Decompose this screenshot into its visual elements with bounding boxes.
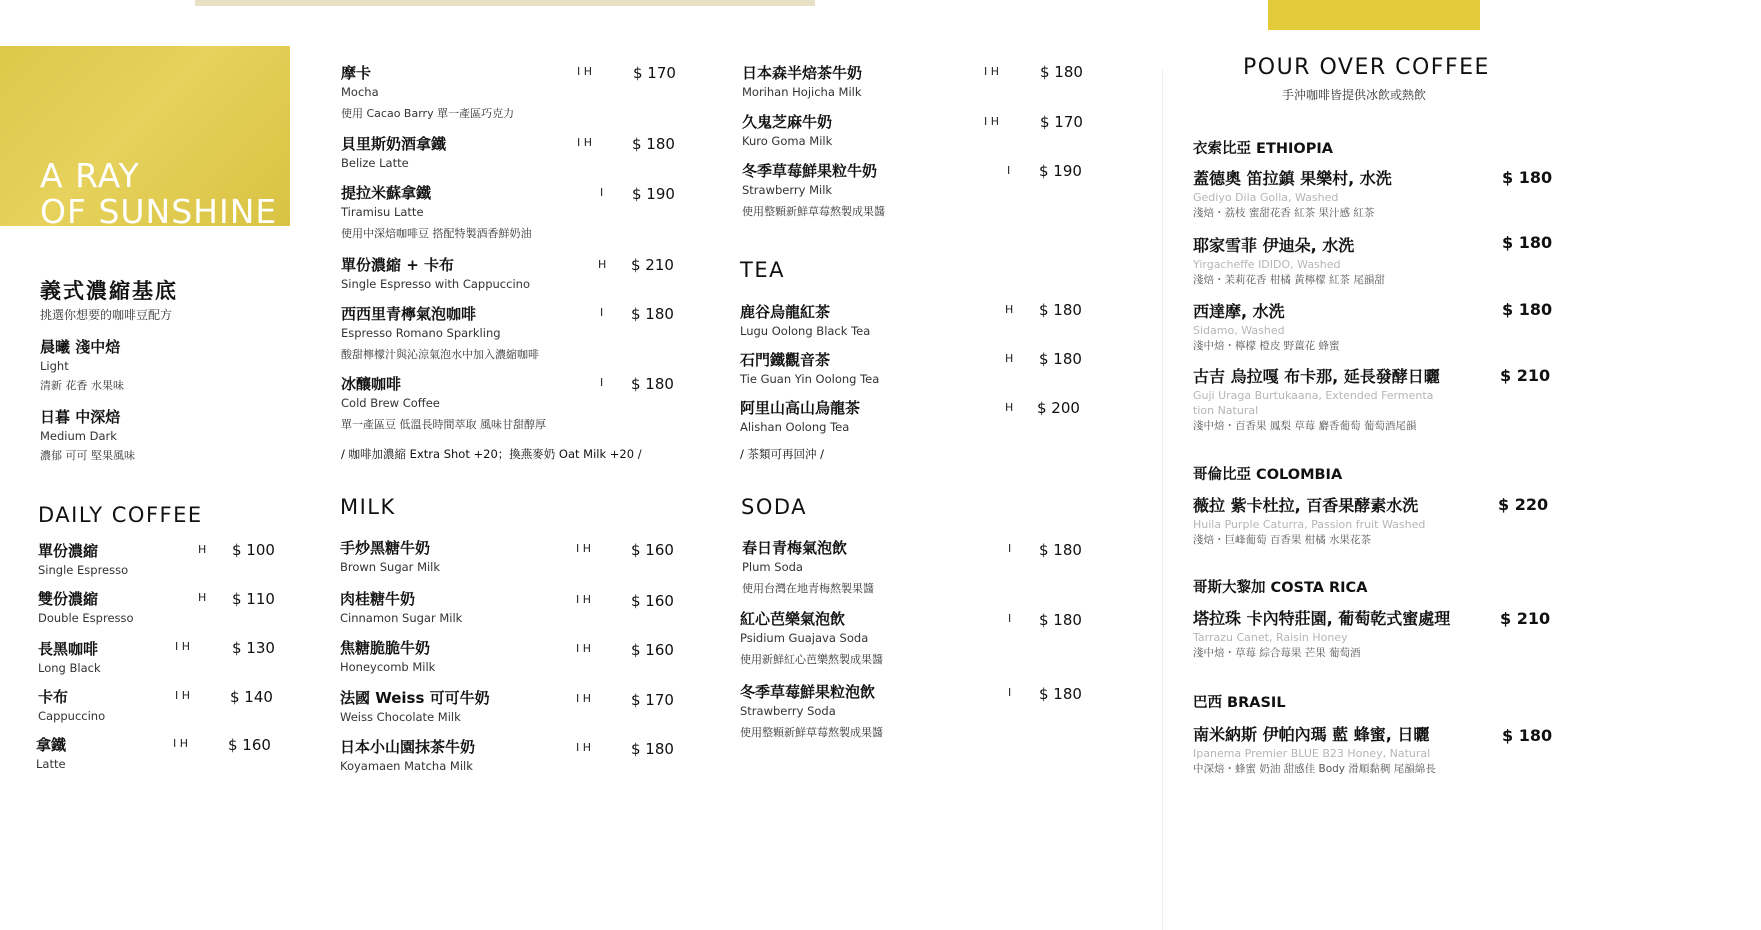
menu-item	[740, 682, 883, 742]
origin-heading: 衣索比亞 ETHIOPIA	[1193, 141, 1333, 157]
item-note: 清新 花香 水果味	[40, 379, 124, 392]
item-price: $ 180	[631, 740, 674, 758]
item-name: 西西里青檸氣泡咖啡	[341, 305, 477, 323]
menu-item	[341, 183, 532, 243]
item-price: $ 160	[631, 592, 674, 610]
item-english-name: Espresso Romano Sparkling	[341, 326, 501, 340]
menu-item	[740, 350, 879, 388]
bean-english-name: Huila Purple Caturra, Passion fruit Washed	[1193, 518, 1426, 531]
temp-options: H	[1005, 401, 1014, 414]
item-english-name: Single Espresso	[38, 563, 129, 577]
temp-options: I H	[175, 640, 191, 653]
item-name: 提拉米蘇拿鐵	[341, 184, 432, 202]
temp-options: I	[1008, 612, 1012, 625]
daily-coffee-title: DAILY COFFEE	[38, 503, 203, 527]
item-name: 日本森半焙茶牛奶	[742, 64, 863, 82]
item-english-name: Double Espresso	[38, 611, 134, 625]
origin-heading: 巴西 BRASIL	[1193, 695, 1286, 711]
temp-options: H	[1005, 352, 1014, 365]
item-price: $ 160	[631, 541, 674, 559]
item-name: 冬季草莓鮮果粒牛奶	[742, 162, 878, 180]
item-price: $ 130	[232, 639, 275, 657]
item-english-name: Single Espresso with Cappuccino	[341, 277, 530, 291]
item-english-name: Plum Soda	[742, 560, 803, 574]
bean-item	[1193, 366, 1440, 434]
bean-item	[1193, 235, 1385, 288]
menu-item	[742, 112, 832, 150]
bean-english-name-cont: tion Natural	[1193, 404, 1259, 417]
menu-item	[340, 737, 475, 775]
bean-tasting-notes: 中深焙・蜂蜜 奶油 甜感佳 Body 滑順黏稠 尾韻綿長	[1193, 763, 1436, 775]
item-price: $ 140	[230, 688, 273, 706]
origin-heading: 哥斯大黎加 COSTA RICA	[1193, 580, 1368, 596]
menu-item	[341, 63, 514, 123]
bean-tasting-notes: 淺中焙・草莓 綜合莓果 芒果 葡萄酒	[1193, 647, 1361, 659]
item-english-name: Cinnamon Sugar Milk	[340, 611, 463, 625]
temp-options: I H	[576, 642, 592, 655]
bean-item	[1193, 608, 1450, 661]
item-english-name: Alishan Oolong Tea	[740, 420, 850, 434]
bean-price: $ 180	[1502, 233, 1553, 252]
bean-price: $ 220	[1498, 495, 1549, 514]
menu-item	[740, 398, 860, 436]
item-note: 使用中深焙咖啡豆 搭配特製酒香鮮奶油	[341, 227, 532, 240]
item-price: $ 180	[632, 135, 675, 153]
item-english-name: Tiramisu Latte	[341, 205, 424, 219]
gold-foil-tab	[1268, 0, 1480, 30]
item-name: 長黑咖啡	[38, 640, 99, 658]
item-note: 使用整顆新鮮草莓熬製成果醬	[740, 726, 883, 739]
menu-item	[340, 589, 462, 627]
menu-item	[36, 735, 66, 773]
item-price: $ 190	[632, 185, 675, 203]
bean-item	[1193, 168, 1392, 221]
item-name: 冬季草莓鮮果粒泡飲	[740, 683, 876, 701]
item-english-name: Morihan Hojicha Milk	[742, 85, 862, 99]
temp-options: I H	[175, 689, 191, 702]
bean-tasting-notes: 淺焙・茉莉花香 柑橘 黃檸檬 紅茶 尾韻甜	[1193, 274, 1385, 286]
item-price: $ 160	[228, 736, 271, 754]
item-price: $ 180	[1039, 350, 1082, 368]
item-english-name: Light	[40, 359, 69, 373]
menu-item	[38, 589, 134, 627]
temp-options: I H	[576, 542, 592, 555]
temp-options: I H	[577, 136, 593, 149]
item-price: $ 210	[631, 256, 674, 274]
item-price: $ 180	[1040, 63, 1083, 81]
bean-tasting-notes: 淺中焙・檸檬 橙皮 野薑花 蜂蜜	[1193, 340, 1340, 352]
temp-options: I	[600, 376, 604, 389]
item-english-name: Lugu Oolong Black Tea	[740, 324, 871, 338]
temp-options: I H	[576, 741, 592, 754]
item-english-name: Koyamaen Matcha Milk	[340, 759, 473, 773]
menu-item	[742, 538, 874, 598]
item-name: 日暮 中深焙	[40, 408, 121, 426]
item-english-name: Kuro Goma Milk	[742, 134, 833, 148]
temp-options: I H	[576, 692, 592, 705]
bean-name: 西達摩, 水洗	[1193, 302, 1285, 321]
bean-english-name: Guji Uraga Burtukaana, Extended Fermenta	[1193, 389, 1434, 402]
item-english-name: Long Black	[38, 661, 101, 675]
item-price: $ 180	[631, 375, 674, 393]
bean-name: 古吉 烏拉嘎 布卡那, 延長發酵日曬	[1193, 367, 1440, 386]
item-price: $ 110	[232, 590, 275, 608]
temp-options: I	[600, 186, 604, 199]
menu-item	[341, 374, 546, 434]
espresso-base-subtitle: 挑選你想要的咖啡豆配方	[40, 308, 173, 322]
item-note: 使用整顆新鮮草莓熬製成果醬	[742, 205, 885, 218]
item-name: 雙份濃縮	[38, 590, 99, 608]
bean-name: 南米納斯 伊帕內瑪 藍 蜂蜜, 日曬	[1193, 725, 1430, 744]
menu-item	[341, 304, 539, 364]
item-name: 春日青梅氣泡飲	[742, 539, 848, 557]
item-price: $ 170	[633, 64, 676, 82]
bean-item	[1193, 724, 1436, 777]
tea-title: TEA	[740, 258, 785, 282]
item-name: 石門鐵觀音茶	[740, 351, 831, 369]
coffee-extras-note: / 咖啡加濃縮 Extra Shot +20；換燕麥奶 Oat Milk +20 /	[341, 447, 642, 461]
item-price: $ 180	[631, 305, 674, 323]
bean-name: 薇拉 紫卡杜拉, 百香果酵素水洗	[1193, 496, 1419, 515]
item-price: $ 180	[1039, 685, 1082, 703]
bean-english-name: Tarrazu Canet, Raisin Honey	[1193, 631, 1348, 644]
item-english-name: Brown Sugar Milk	[340, 560, 441, 574]
menu-item	[742, 161, 885, 221]
item-name: 阿里山高山烏龍茶	[740, 399, 861, 417]
gold-foil-strip	[195, 0, 815, 6]
bean-english-name: Gediyo Dila Golla, Washed	[1193, 191, 1339, 204]
item-note: 酸甜檸檬汁與沁涼氣泡水中加入濃縮咖啡	[341, 348, 539, 361]
bean-name: 塔拉珠 卡內特莊園, 葡萄乾式蜜處理	[1193, 609, 1451, 628]
item-name: 晨曦 淺中焙	[40, 338, 121, 356]
item-price: $ 180	[1039, 301, 1082, 319]
item-english-name: Medium Dark	[40, 429, 117, 443]
item-note: 使用 Cacao Barry 單一產區巧克力	[341, 107, 515, 120]
item-english-name: Tie Guan Yin Oolong Tea	[740, 372, 880, 386]
espresso-base-title: 義式濃縮基底	[40, 279, 178, 303]
tea-refill-note: / 茶類可再回沖 /	[740, 447, 825, 461]
temp-options: I H	[984, 65, 1000, 78]
menu-item	[341, 255, 530, 293]
item-english-name: Cappuccino	[38, 709, 106, 723]
item-name: 摩卡	[341, 64, 372, 82]
menu-item	[340, 538, 440, 576]
bean-item	[1193, 301, 1340, 354]
temp-options: I H	[576, 593, 592, 606]
bean-price: $ 210	[1500, 609, 1551, 628]
bean-english-name: Ipanema Premier BLUE B23 Honey, Natural	[1193, 747, 1431, 760]
bean-tasting-notes: 淺焙・荔枝 蜜甜花香 紅茶 果汁感 紅茶	[1193, 207, 1375, 219]
item-name: 冰釀咖啡	[341, 375, 402, 393]
bean-price: $ 210	[1500, 366, 1551, 385]
bean-price: $ 180	[1502, 300, 1553, 319]
temp-options: H	[598, 258, 607, 271]
bean-name: 蓋德奧 笛拉鎮 果樂村, 水洗	[1193, 169, 1392, 188]
menu-item	[340, 638, 435, 676]
item-name: 法國 Weiss 可可牛奶	[340, 689, 490, 707]
item-price: $ 170	[1040, 113, 1083, 131]
temp-options: I H	[577, 65, 593, 78]
bean-name: 耶家雪菲 伊迪朵, 水洗	[1193, 236, 1355, 255]
item-note: 使用台灣在地青梅熬製果醬	[742, 582, 874, 595]
item-name: 焦糖脆脆牛奶	[340, 639, 431, 657]
temp-options: I	[1008, 686, 1012, 699]
item-english-name: Strawberry Milk	[742, 183, 833, 197]
item-english-name: Weiss Chocolate Milk	[340, 710, 461, 724]
menu-item	[38, 639, 101, 677]
temp-options: I H	[984, 115, 1000, 128]
item-price: $ 180	[1039, 541, 1082, 559]
item-english-name: Mocha	[341, 85, 379, 99]
temp-options: I	[1008, 542, 1012, 555]
menu-item	[742, 63, 862, 101]
temp-options: H	[1005, 303, 1014, 316]
temp-options: H	[198, 543, 207, 556]
menu-item	[740, 609, 883, 669]
milk-title: MILK	[340, 495, 396, 519]
temp-options: I	[600, 306, 604, 319]
page-fold-divider	[1162, 70, 1163, 930]
menu-item	[38, 541, 128, 579]
bean-price: $ 180	[1502, 168, 1553, 187]
item-english-name: Honeycomb Milk	[340, 660, 436, 674]
item-name: 拿鐵	[36, 736, 67, 754]
brand-logo: A RAY OF SUNSHINE	[40, 156, 278, 231]
item-name: 貝里斯奶酒拿鐵	[341, 135, 447, 153]
item-english-name: Strawberry Soda	[740, 704, 836, 718]
item-english-name: Latte	[36, 757, 66, 771]
pour-over-title: POUR OVER COFFEE	[1243, 55, 1490, 80]
item-name: 手炒黑糖牛奶	[340, 539, 431, 557]
bean-english-name: Sidamo, Washed	[1193, 324, 1285, 337]
item-note: 使用新鮮紅心芭樂熬製成果醬	[740, 653, 883, 666]
item-english-name: Psidium Guajava Soda	[740, 631, 869, 645]
item-name: 久鬼芝麻牛奶	[742, 113, 833, 131]
bean-tasting-notes: 淺中焙・百香果 鳳梨 草莓 麝香葡萄 葡萄酒尾韻	[1193, 420, 1417, 432]
pour-over-subtitle: 手沖咖啡皆提供冰飲或熱飲	[1282, 88, 1427, 102]
item-name: 鹿谷烏龍紅茶	[740, 303, 831, 321]
item-price: $ 200	[1037, 399, 1080, 417]
menu-item	[340, 688, 490, 726]
item-name: 卡布	[38, 688, 69, 706]
espresso-base-item	[40, 407, 135, 465]
temp-options: I	[1007, 164, 1011, 177]
temp-options: I H	[173, 737, 189, 750]
item-price: $ 180	[1039, 611, 1082, 629]
item-english-name: Cold Brew Coffee	[341, 396, 440, 410]
item-note: 濃郁 可可 堅果風味	[40, 449, 135, 462]
bean-tasting-notes: 淺焙・巨峰葡萄 百香果 柑橘 水果花茶	[1193, 534, 1372, 546]
item-price: $ 100	[232, 541, 275, 559]
item-price: $ 170	[631, 691, 674, 709]
origin-heading: 哥倫比亞 COLOMBIA	[1193, 467, 1343, 483]
menu-item	[38, 687, 105, 725]
item-price: $ 190	[1039, 162, 1082, 180]
temp-options: H	[198, 591, 207, 604]
item-name: 單份濃縮 + 卡布	[341, 256, 455, 274]
menu-item	[740, 302, 870, 340]
bean-english-name: Yirgacheffe IDIDO, Washed	[1193, 258, 1341, 271]
item-price: $ 160	[631, 641, 674, 659]
item-english-name: Belize Latte	[341, 156, 409, 170]
item-name: 單份濃縮	[38, 542, 99, 560]
bean-item	[1193, 495, 1425, 548]
menu-item	[341, 134, 446, 172]
bean-price: $ 180	[1502, 726, 1553, 745]
item-name: 紅心芭樂氣泡飲	[740, 610, 846, 628]
espresso-base-item	[40, 337, 124, 395]
item-name: 日本小山園抹茶牛奶	[340, 738, 476, 756]
item-name: 肉桂糖牛奶	[340, 590, 416, 608]
soda-title: SODA	[741, 495, 808, 519]
item-note: 單一產區豆 低溫長時間萃取 風味甘甜醇厚	[341, 418, 546, 431]
